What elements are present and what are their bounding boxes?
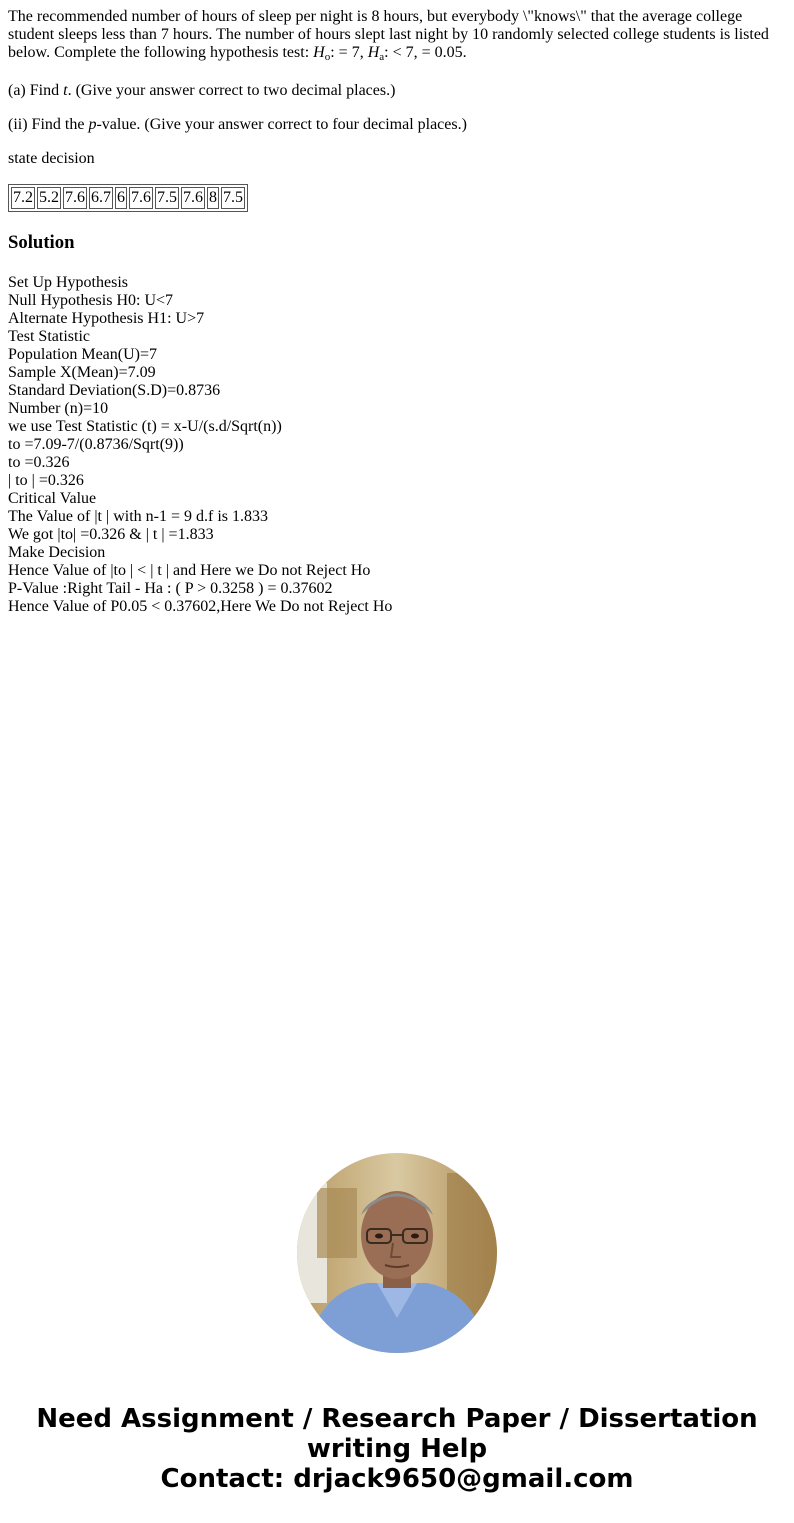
table-cell: 7.6: [181, 187, 205, 209]
table-cell: 7.6: [63, 187, 87, 209]
solution-line: Hence Value of P0.05 < 0.37602,Here We Do not Reject Ho: [8, 598, 393, 615]
part-a-variable: t: [63, 82, 68, 99]
solution-line: Standard Deviation(S.D)=0.8736: [8, 382, 221, 399]
author-avatar: [297, 1153, 497, 1353]
part-ii-variable: p: [88, 116, 97, 133]
solution-line: Hence Value of |to | < | t | and Here we Do not Reject Ho: [8, 562, 371, 579]
table-cell: 5.2: [37, 187, 61, 209]
question-text: [8, 8, 786, 66]
solution-body: [8, 274, 786, 616]
solution-line: | to | =0.326: [8, 472, 84, 489]
solution-line: Critical Value: [8, 490, 97, 507]
h0-subscript: o: [324, 51, 331, 63]
h0-statement: : = 7,: [330, 44, 368, 61]
solution-line: Alternate Hypothesis H1: U>7: [8, 310, 205, 327]
solution-line: Make Decision: [8, 544, 106, 561]
part-ii-question: [8, 116, 786, 134]
solution-line: We got |to| =0.326 & | t | =1.833: [8, 526, 214, 543]
footer-line-1: Need Assignment / Research Paper / Dissertation: [36, 1404, 758, 1434]
solution-line: to =0.326: [8, 454, 70, 471]
solution-line: Test Statistic: [8, 328, 90, 345]
table-cell: 7.5: [221, 187, 245, 209]
part-ii-suffix: -value. (Give your answer correct to four decimal places.): [96, 116, 467, 133]
ha-symbol: H: [367, 44, 380, 61]
table-cell: 6: [115, 187, 127, 209]
table-row: [11, 187, 245, 209]
h0-symbol: H: [313, 44, 325, 61]
ha-subscript: a: [379, 51, 385, 63]
ha-statement: : < 7, = 0.05.: [384, 44, 467, 61]
part-a-question: [8, 82, 786, 100]
table-cell: 7.5: [155, 187, 179, 209]
solution-line: we use Test Statistic (t) = x-U/(s.d/Sqrt(n)): [8, 418, 282, 435]
solution-line: P-Value :Right Tail - Ha : ( P > 0.3258 ) = 0.37602: [8, 580, 333, 597]
footer-promo: [0, 1404, 794, 1494]
solution-line: Sample X(Mean)=7.09: [8, 364, 156, 381]
solution-line: to =7.09-7/(0.8736/Sqrt(9)): [8, 436, 184, 453]
footer-line-2: writing Help: [306, 1434, 488, 1464]
table-cell: 7.2: [11, 187, 35, 209]
solution-line: Null Hypothesis H0: U<7: [8, 292, 174, 309]
part-a-suffix: . (Give your answer correct to two decimal places.): [67, 82, 396, 99]
solution-heading: Solution: [8, 232, 75, 253]
solution-line: Set Up Hypothesis: [8, 274, 128, 291]
state-decision-text: state decision: [8, 150, 95, 167]
solution-line: Population Mean(U)=7: [8, 346, 157, 363]
table-cell: 6.7: [89, 187, 113, 209]
data-table: [8, 184, 248, 212]
solution-line: The Value of |t | with n-1 = 9 d.f is 1.833: [8, 508, 268, 525]
table-cell: 8: [207, 187, 219, 209]
part-a-prefix: (a) Find: [8, 82, 64, 99]
question-intro: The recommended number of hours of sleep per night is 8 hours, but everybody \"knows\" that the average college student sleeps less than 7 hours. The number of hours slept last night by 10 randomly selected college students is listed below. Complete the following hypothesis test:: [8, 8, 769, 61]
part-ii-prefix: (ii) Find the: [8, 116, 89, 133]
page-content: [8, 8, 786, 616]
table-cell: 7.6: [129, 187, 153, 209]
solution-line: Number (n)=10: [8, 400, 109, 417]
footer-contact: Contact: drjack9650@gmail.com: [160, 1464, 634, 1494]
author-portrait: [297, 1153, 497, 1353]
